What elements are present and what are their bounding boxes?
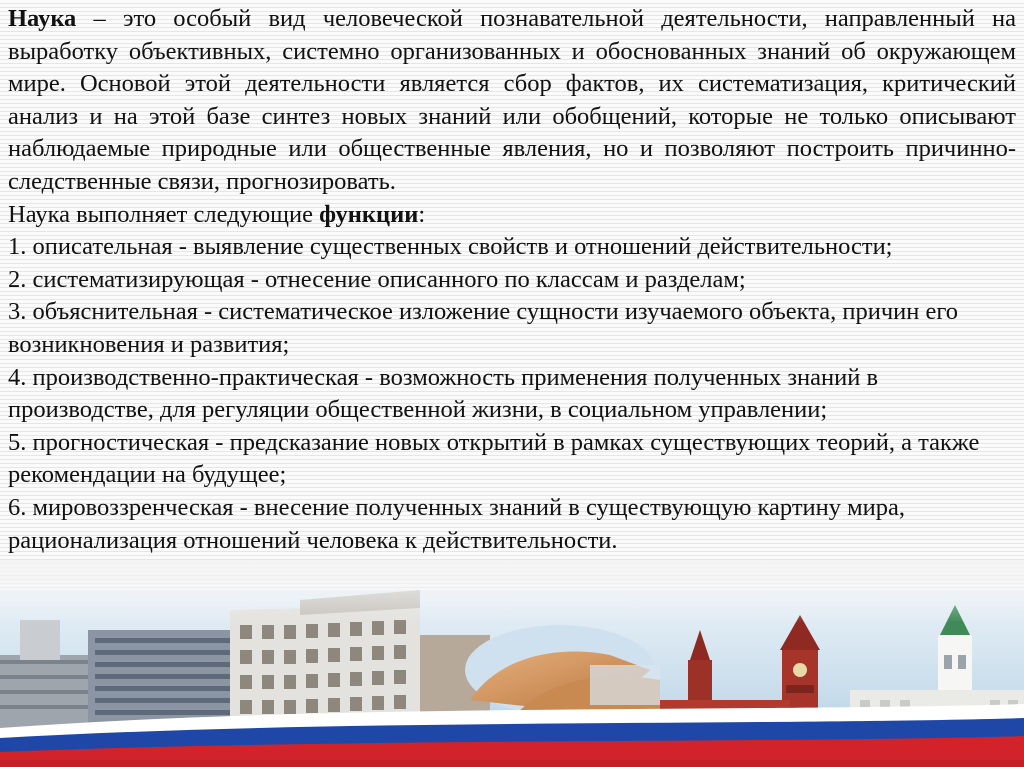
function-item-1: 1. описательная - выявление существенных свойств и отношений действительности; xyxy=(8,233,893,261)
function-item-6: 6. мировоззренческая - внесение полученных знаний в существующую картину мира, рационализация отношений человека к действительности. xyxy=(8,493,906,554)
definition-term: Наука xyxy=(8,5,77,32)
decorative-banner xyxy=(0,560,1024,767)
slide-text xyxy=(8,3,1016,557)
functions-heading xyxy=(8,199,1016,232)
function-item-4: 4. производственно-практическая - возможность применения полученных знаний в производстве, для регуляции общественной жизни, в социальном управлении; xyxy=(8,363,879,424)
functions-lead-suffix: : xyxy=(418,200,426,228)
function-item-2: 2. систематизирующая - отнесение описанного по классам и разделам; xyxy=(8,265,746,293)
functions-lead-prefix: Наука выполняет следующие xyxy=(8,200,320,228)
function-item-3: 3. объяснительная - систематическое изложение сущности изучаемого объекта, причин его возникновения и развития; xyxy=(8,298,959,358)
function-item-5: 5. прогностическая - предсказание новых открытий в рамках существующих теорий, а также рекомендации на будущее; xyxy=(8,428,980,489)
science-definition xyxy=(8,3,1016,199)
definition-text: – это особый вид человеческой познавательной деятельности, направленный на выработку объективных, системно организованных и обоснованных знаний об окружающем мире. Основой этой деятельности является сбор фактов, их систематизация, критический анализ и на этой базе синтез новых знаний или обобщений, которые не только описывают наблюдаемые природные или общественные явления, но и позволяют построить причинно-следственные связи, прогнозировать. xyxy=(8,5,1016,195)
functions-lead-keyword: функции xyxy=(319,200,419,228)
